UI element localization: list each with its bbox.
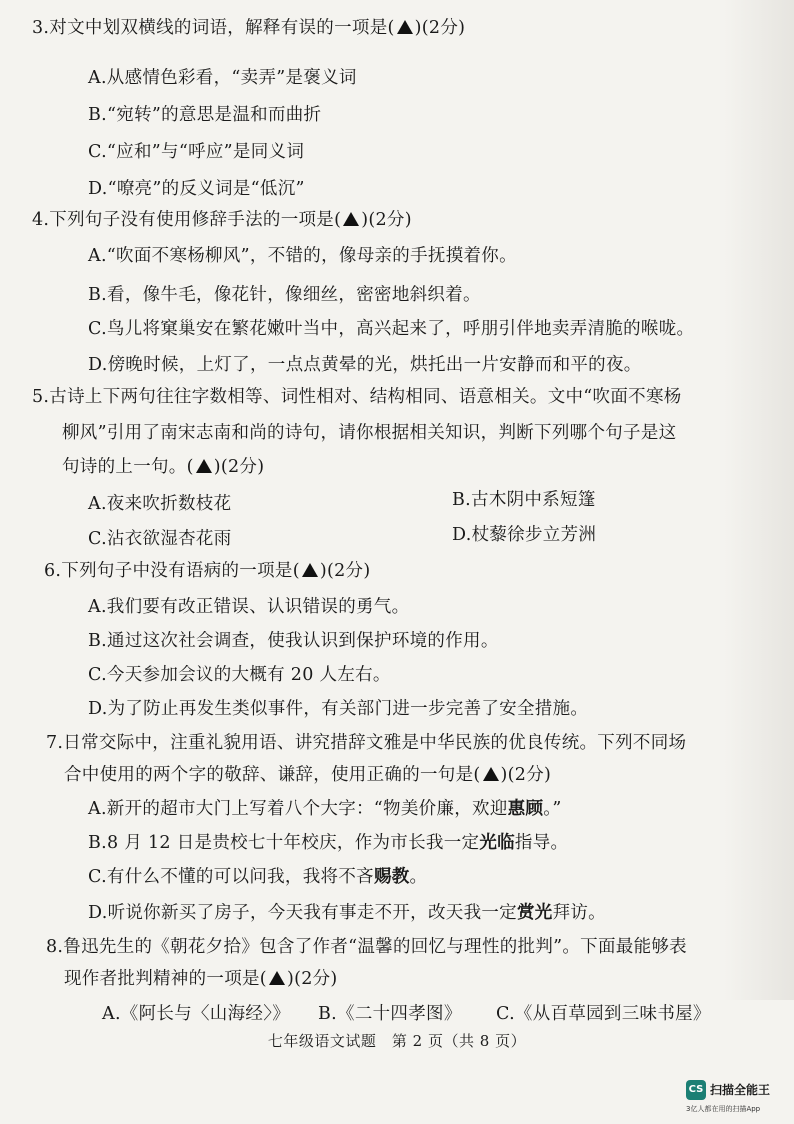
answer-triangle-icon: [483, 767, 499, 781]
page-footer: 七年级语文试题 第 2 页（共 8 页）: [267, 1032, 527, 1050]
question-3-stem: 3.对文中划双横线的词语，解释有误的一项是( )(2分): [32, 18, 466, 38]
question-5-stem-line-1: 5.古诗上下两句往往字数相等、词性相对、结构相同、语意相关。文中“吹面不寒杨: [32, 387, 682, 407]
question-5-option-b: B.古木阴中系短篷: [452, 490, 596, 510]
question-5-stem-line-2: 柳风”引用了南宋志南和尚的诗句，请你根据相关知识，判断下列哪个句子是这: [62, 423, 677, 443]
page-bleed-shadow: [724, 0, 794, 1000]
question-6-option-d: D.为了防止再发生类似事件，有关部门进一步完善了安全措施。: [88, 699, 589, 719]
watermark-tagline: 3亿人都在用的扫描App: [686, 1105, 761, 1113]
answer-triangle-icon: [269, 971, 285, 985]
question-7-option-b: B.8 月 12 日是贵校七十年校庆，作为市长我一定光临指导。: [88, 833, 569, 853]
question-3-option-c: C.“应和”与“呼应”是同义词: [88, 142, 305, 162]
question-7-option-a: A.新开的超市大门上写着八个大字：“物美价廉，欢迎惠顾。”: [88, 799, 562, 819]
question-5-option-a: A.夜来吹折数枝花: [88, 494, 232, 514]
answer-triangle-icon: [196, 459, 212, 473]
question-7-option-d: D.听说你新买了房子，今天我有事走不开，改天我一定赏光拜访。: [88, 903, 606, 923]
watermark-app-name: 扫描全能王: [710, 1083, 771, 1097]
question-6-option-b: B.通过这次社会调查，使我认识到保护环境的作用。: [88, 631, 499, 651]
question-6-stem: 6.下列句子中没有语病的一项是( )(2分): [44, 561, 371, 581]
question-3-option-d: D.“嘹亮”的反义词是“低沉”: [88, 179, 305, 199]
question-4-option-a: A.“吹面不寒杨柳风”，不错的，像母亲的手抚摸着你。: [88, 246, 517, 266]
question-7-stem-line-2: 合中使用的两个字的敬辞、谦辞，使用正确的一句是( )(2分): [64, 765, 552, 785]
question-3-option-b: B.“宛转”的意思是温和而曲折: [88, 105, 322, 125]
question-4-option-d: D.傍晚时候，上灯了，一点点黄晕的光，烘托出一片安静而和平的夜。: [88, 355, 642, 375]
answer-triangle-icon: [397, 20, 413, 34]
question-8-stem-line-2: 现作者批判精神的一项是( )(2分): [64, 969, 338, 989]
question-8-stem-line-1: 8.鲁迅先生的《朝花夕拾》包含了作者“温馨的回忆与理性的批判”。下面最能够表: [46, 937, 687, 957]
question-4-option-b: B.看，像牛毛，像花针，像细丝，密密地斜织着。: [88, 285, 481, 305]
camscanner-logo-icon: CS: [686, 1080, 706, 1100]
question-5-stem-line-3: 句诗的上一句。( )(2分): [62, 457, 265, 477]
question-7-stem-line-1: 7.日常交际中，注重礼貌用语、讲究措辞文雅是中华民族的优良传统。下列不同场: [46, 733, 687, 753]
question-7-option-c: C.有什么不懂的可以问我，我将不吝赐教。: [88, 867, 428, 887]
answer-triangle-icon: [343, 212, 359, 226]
question-8-option-a: A.《阿长与〈山海经〉》: [102, 1004, 291, 1024]
question-3-option-a: A.从感情色彩看，“卖弄”是褒义词: [88, 68, 357, 88]
question-5-option-d: D.杖藜徐步立芳洲: [452, 525, 597, 545]
question-8-option-c: C.《从百草园到三味书屋》: [496, 1004, 711, 1024]
question-4-stem: 4.下列句子没有使用修辞手法的一项是( )(2分): [32, 210, 412, 230]
question-6-option-c: C.今天参加会议的大概有 20 人左右。: [88, 665, 391, 685]
question-5-option-c: C.沾衣欲湿杏花雨: [88, 529, 232, 549]
answer-triangle-icon: [302, 563, 318, 577]
question-6-option-a: A.我们要有改正错误、认识错误的勇气。: [88, 597, 410, 617]
question-8-option-b: B.《二十四孝图》: [318, 1004, 462, 1024]
question-4-option-c: C.鸟儿将窠巢安在繁花嫩叶当中，高兴起来了，呼朋引伴地卖弄清脆的喉咙。: [88, 319, 695, 339]
